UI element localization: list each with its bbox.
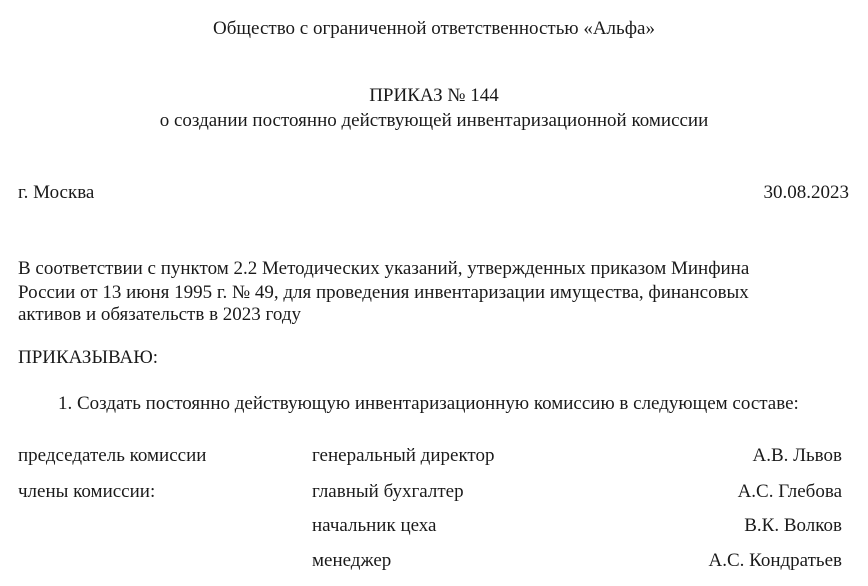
preamble-line: В соответствии с пунктом 2.2 Методических указаний, утвержденных приказом Минфина xyxy=(18,258,750,279)
order-date: 30.08.2023 xyxy=(763,182,849,203)
commission-member-name: А.В. Львов xyxy=(752,445,842,466)
commission-role: члены комиссии: xyxy=(18,481,156,502)
commission-position: генеральный директор xyxy=(312,445,495,466)
commission-role: председатель комиссии xyxy=(18,445,207,466)
commission-position: менеджер xyxy=(312,550,392,571)
organization-title: Общество с ограниченной ответственностью «Альфа» xyxy=(213,18,655,39)
order-subtitle: о создании постоянно действующей инвентаризационной комиссии xyxy=(159,110,709,131)
order-title: ПРИКАЗ № 144 xyxy=(369,85,499,106)
city: г. Москва xyxy=(18,182,95,203)
commission-member-name: В.К. Волков xyxy=(744,515,842,536)
order-item: 1. Создать постоянно действующую инвентаризационную комиссию в следующем составе: xyxy=(58,393,799,414)
commission-position: главный бухгалтер xyxy=(312,481,464,502)
commission-position: начальник цеха xyxy=(312,515,437,536)
commission-member-name: А.С. Кондратьев xyxy=(708,550,842,571)
preamble-line: активов и обязательств в 2023 году xyxy=(18,304,301,325)
preamble-line: России от 13 июня 1995 г. № 49, для проведения инвентаризации имущества, финансовых xyxy=(18,282,749,303)
order-word: ПРИКАЗЫВАЮ: xyxy=(18,347,159,368)
commission-member-name: А.С. Глебова xyxy=(737,481,842,502)
